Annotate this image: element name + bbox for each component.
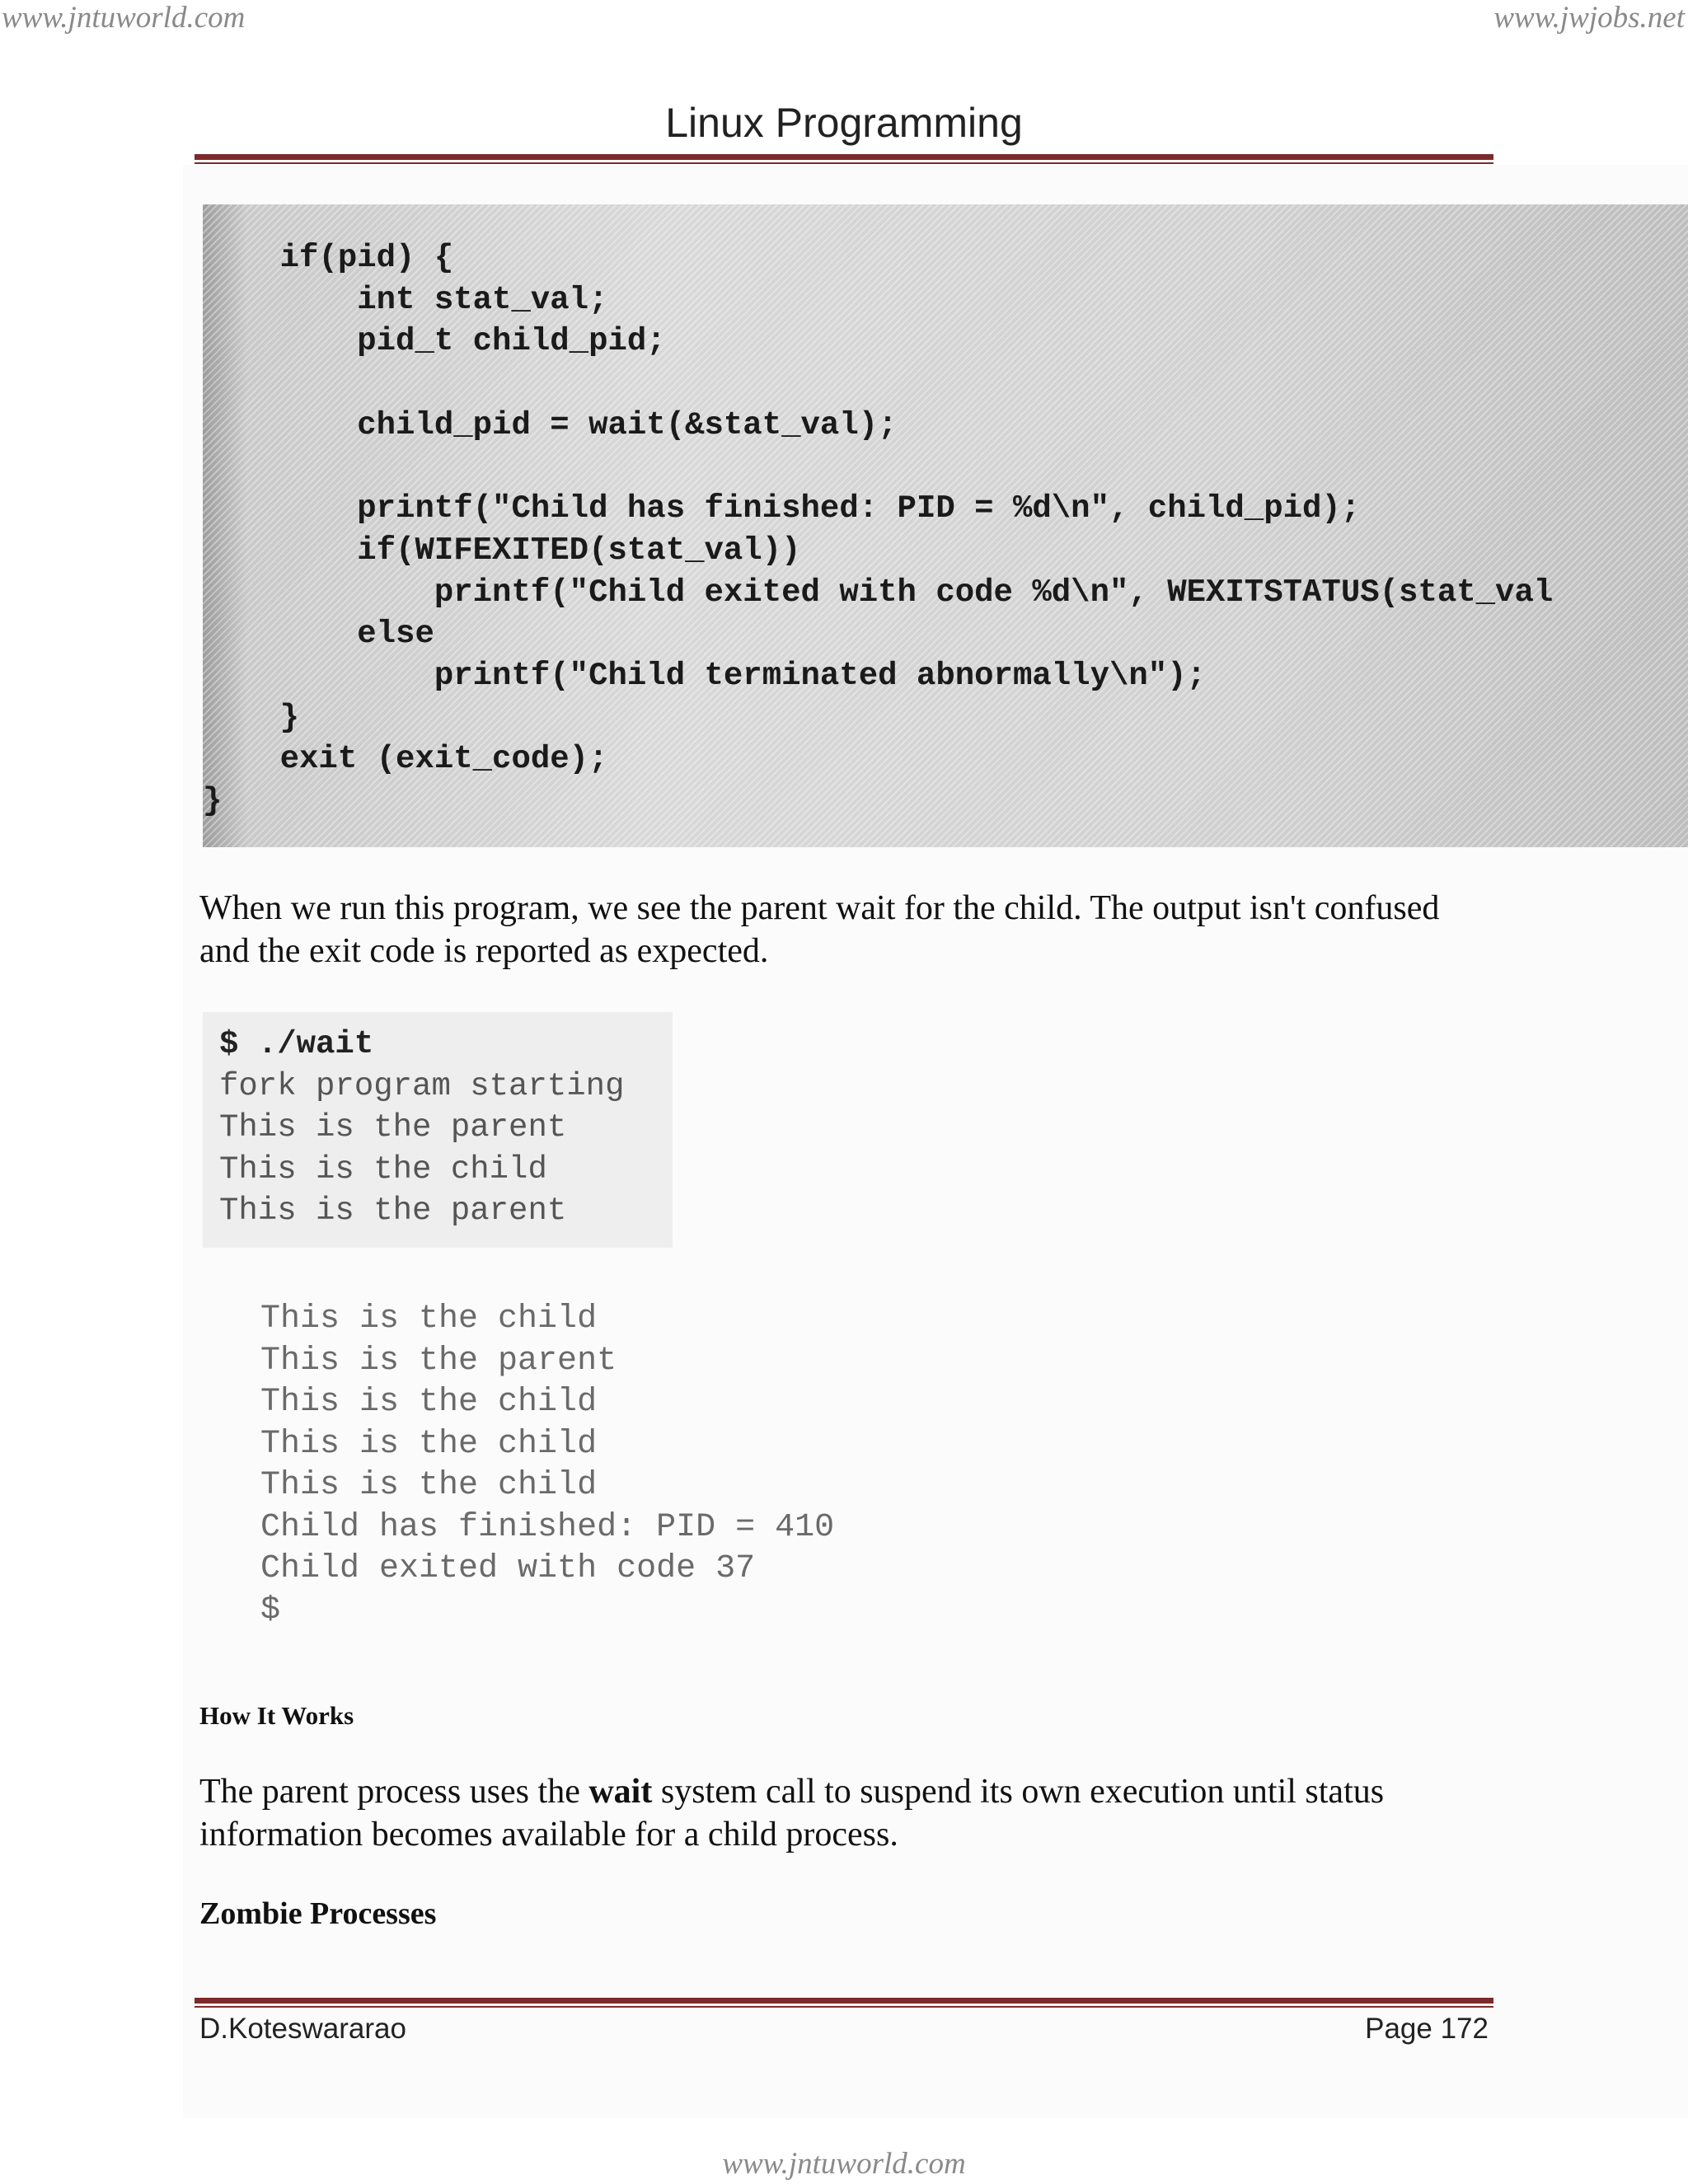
paragraph-how-it-works — [199, 1770, 1485, 1856]
terminal-output-1 — [203, 1012, 673, 1248]
terminal-output-lines: fork program starting This is the parent This is the child This is the parent — [219, 1067, 625, 1229]
header-rule — [195, 154, 1493, 160]
terminal-output-2 — [260, 1299, 834, 1632]
paragraph-program-output-intro: When we run this program, we see the parent wait for the child. The output isn't confused and the exit code is reported as expected. — [199, 889, 1440, 970]
how-it-works-text-before: The parent process uses the — [199, 1773, 589, 1811]
footer-rule — [195, 1998, 1493, 2004]
watermark-bottom: www.jntuworld.com — [722, 2147, 966, 2181]
how-it-works-text-after: system call to suspend its own execution until status information becomes available for a child process. — [199, 1773, 1385, 1854]
how-it-works-heading: How It Works — [199, 1701, 354, 1730]
header-rule-thin — [195, 162, 1493, 164]
code-listing: if(pid) { int stat_val; pid_t child_pid; child_pid = wait(&stat_val); printf("Child has finished: PID = %d\n", child_pid); if(WIFEXITED(stat_val)) printf("Child exited with code %d\n", WEXITSTATUS(stat_val else printf("Child terminated abnormally\n"); } exit (exit_code); } — [203, 240, 1554, 820]
watermark-top-right: www.jwjobs.net — [1493, 1, 1685, 35]
watermark-top-left: www.jntuworld.com — [2, 1, 246, 35]
footer-page-number: Page 172 — [1365, 2013, 1489, 2045]
zombie-processes-heading: Zombie Processes — [199, 1896, 437, 1931]
footer-rule-thin — [195, 2006, 1493, 2008]
code-listing-image — [203, 204, 1688, 847]
wait-keyword: wait — [588, 1773, 653, 1811]
terminal-command: $ ./wait — [219, 1026, 374, 1062]
terminal-output-2-lines: This is the child This is the parent This is the child This is the child This is the child Child has finished: PID = 410 Child exited with code 37 $ — [260, 1301, 835, 1629]
footer-author: D.Koteswararao — [199, 2013, 406, 2045]
page-title: Linux Programming — [665, 100, 1023, 146]
